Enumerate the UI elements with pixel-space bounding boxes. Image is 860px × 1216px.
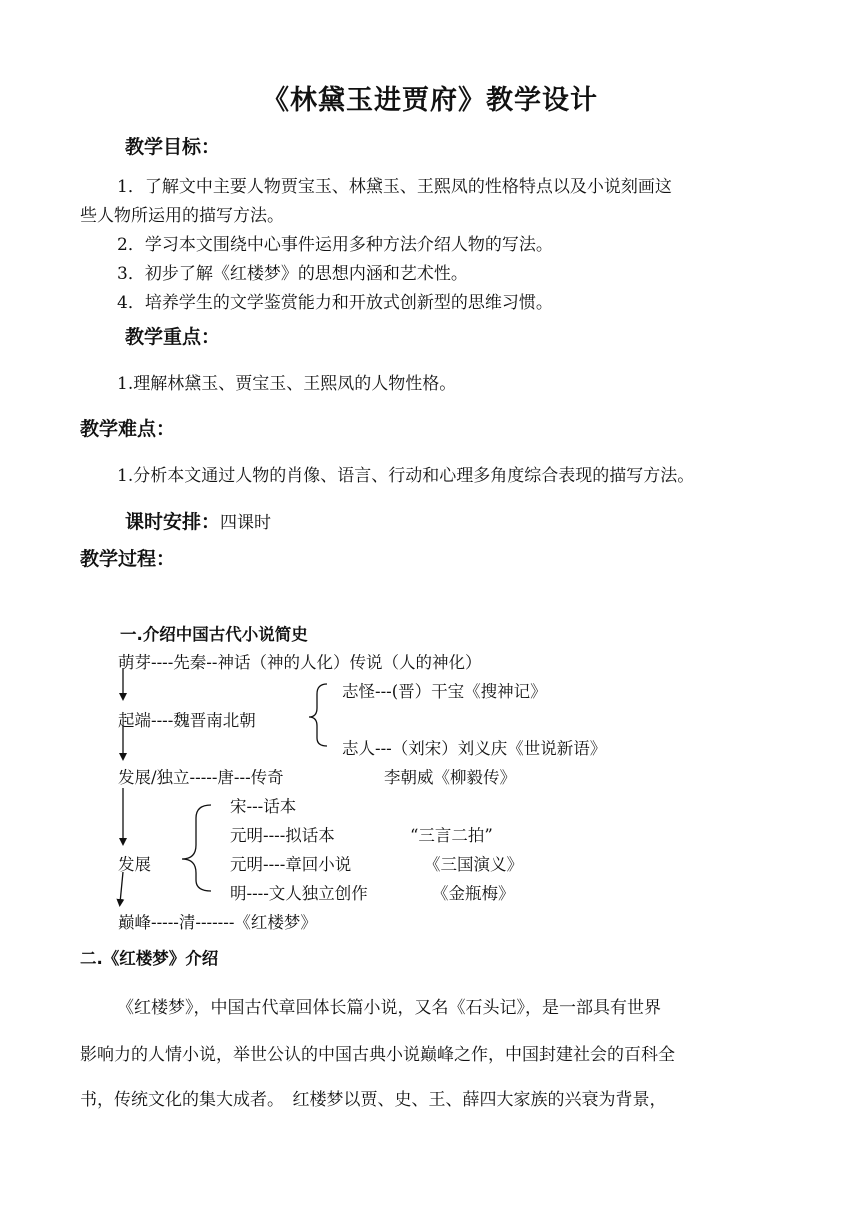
line-zhiren: 志人---（刘宋）刘义庆《世说新语》 — [342, 739, 607, 758]
difficulties-heading: 教学难点： — [80, 418, 176, 440]
section2-para-line-2: 影响力的人情小说，举世公认的中国古典小说巅峰之作，中国封建社会的百科全 — [80, 1045, 675, 1065]
jinpingmei: 《金瓶梅》 — [432, 884, 515, 903]
objective-3: 3．初步了解《红楼梦》的思想内涵和艺术性。 — [117, 264, 468, 284]
line-zhiguai: 志怪---(晋）干宝《搜神记》 — [342, 682, 547, 701]
line-song: 宋---话本 — [230, 797, 297, 816]
brace-weijin — [309, 684, 327, 746]
objective-1-line-2: 些人物所运用的描写方法。 — [80, 206, 284, 226]
key-point-1: 1.理解林黛玉、贾宝玉、王熙凤的人物性格。 — [117, 374, 457, 394]
objectives-heading: 教学目标： — [125, 136, 221, 158]
section2-heading: 二.《红楼梦》介绍 — [80, 949, 219, 968]
difficulty-1: 1.分析本文通过人物的肖像、语言、行动和心理多角度综合表现的描写方法。 — [117, 466, 695, 486]
line-yuanming-2: 元明----章回小说 — [230, 855, 352, 874]
objective-4: 4．培养学生的文学鉴赏能力和开放式创新型的思维习惯。 — [117, 293, 553, 313]
objective-1-line-1: 1．了解文中主要人物贾宝玉、林黛玉、王熙凤的性格特点以及小说刻画这 — [117, 177, 672, 197]
line-yuanming-1: 元明----拟话本 — [230, 826, 335, 845]
line-fazhan: 发展 — [118, 855, 151, 874]
schedule-value: 四课时 — [220, 513, 272, 533]
line-mengya: 萌芽----先秦--神话（神的人化）传说（人的神化） — [118, 653, 482, 672]
section1-heading: 一.介绍中国古代小说简史 — [120, 625, 308, 644]
brace-fazhan — [182, 805, 211, 891]
schedule-label: 课时安排： — [125, 511, 221, 533]
arrow-fazhan-dianfeng — [120, 872, 123, 903]
line-ming: 明----文人独立创作 — [230, 884, 368, 903]
section2-para-line-1: 《红楼梦》，中国古代章回体长篇小说，又名《石头记》，是一部具有世界 — [117, 998, 661, 1018]
chuanqi-work: 李朝威《柳毅传》 — [384, 768, 516, 787]
key-points-heading: 教学重点： — [125, 326, 221, 348]
process-heading: 教学过程： — [80, 548, 176, 570]
sanyan-erpai: “三言二拍” — [410, 826, 493, 845]
sanguo-yanyi: 《三国演义》 — [424, 855, 523, 874]
section2-para-line-3: 书，传统文化的集大成者。 红楼梦以贾、史、王、薛四大家族的兴衰为背景， — [80, 1090, 667, 1110]
page-title: 《林黛玉进贾府》教学设计 — [262, 85, 598, 116]
line-dianfeng: 巅峰-----清-------《红楼梦》 — [118, 913, 317, 932]
line-fazhan-duli: 发展/独立-----唐---传奇 — [118, 768, 284, 787]
objective-2: 2．学习本文围绕中心事件运用多种方法介绍人物的写法。 — [117, 235, 553, 255]
line-qiduan: 起端----魏晋南北朝 — [118, 711, 256, 730]
